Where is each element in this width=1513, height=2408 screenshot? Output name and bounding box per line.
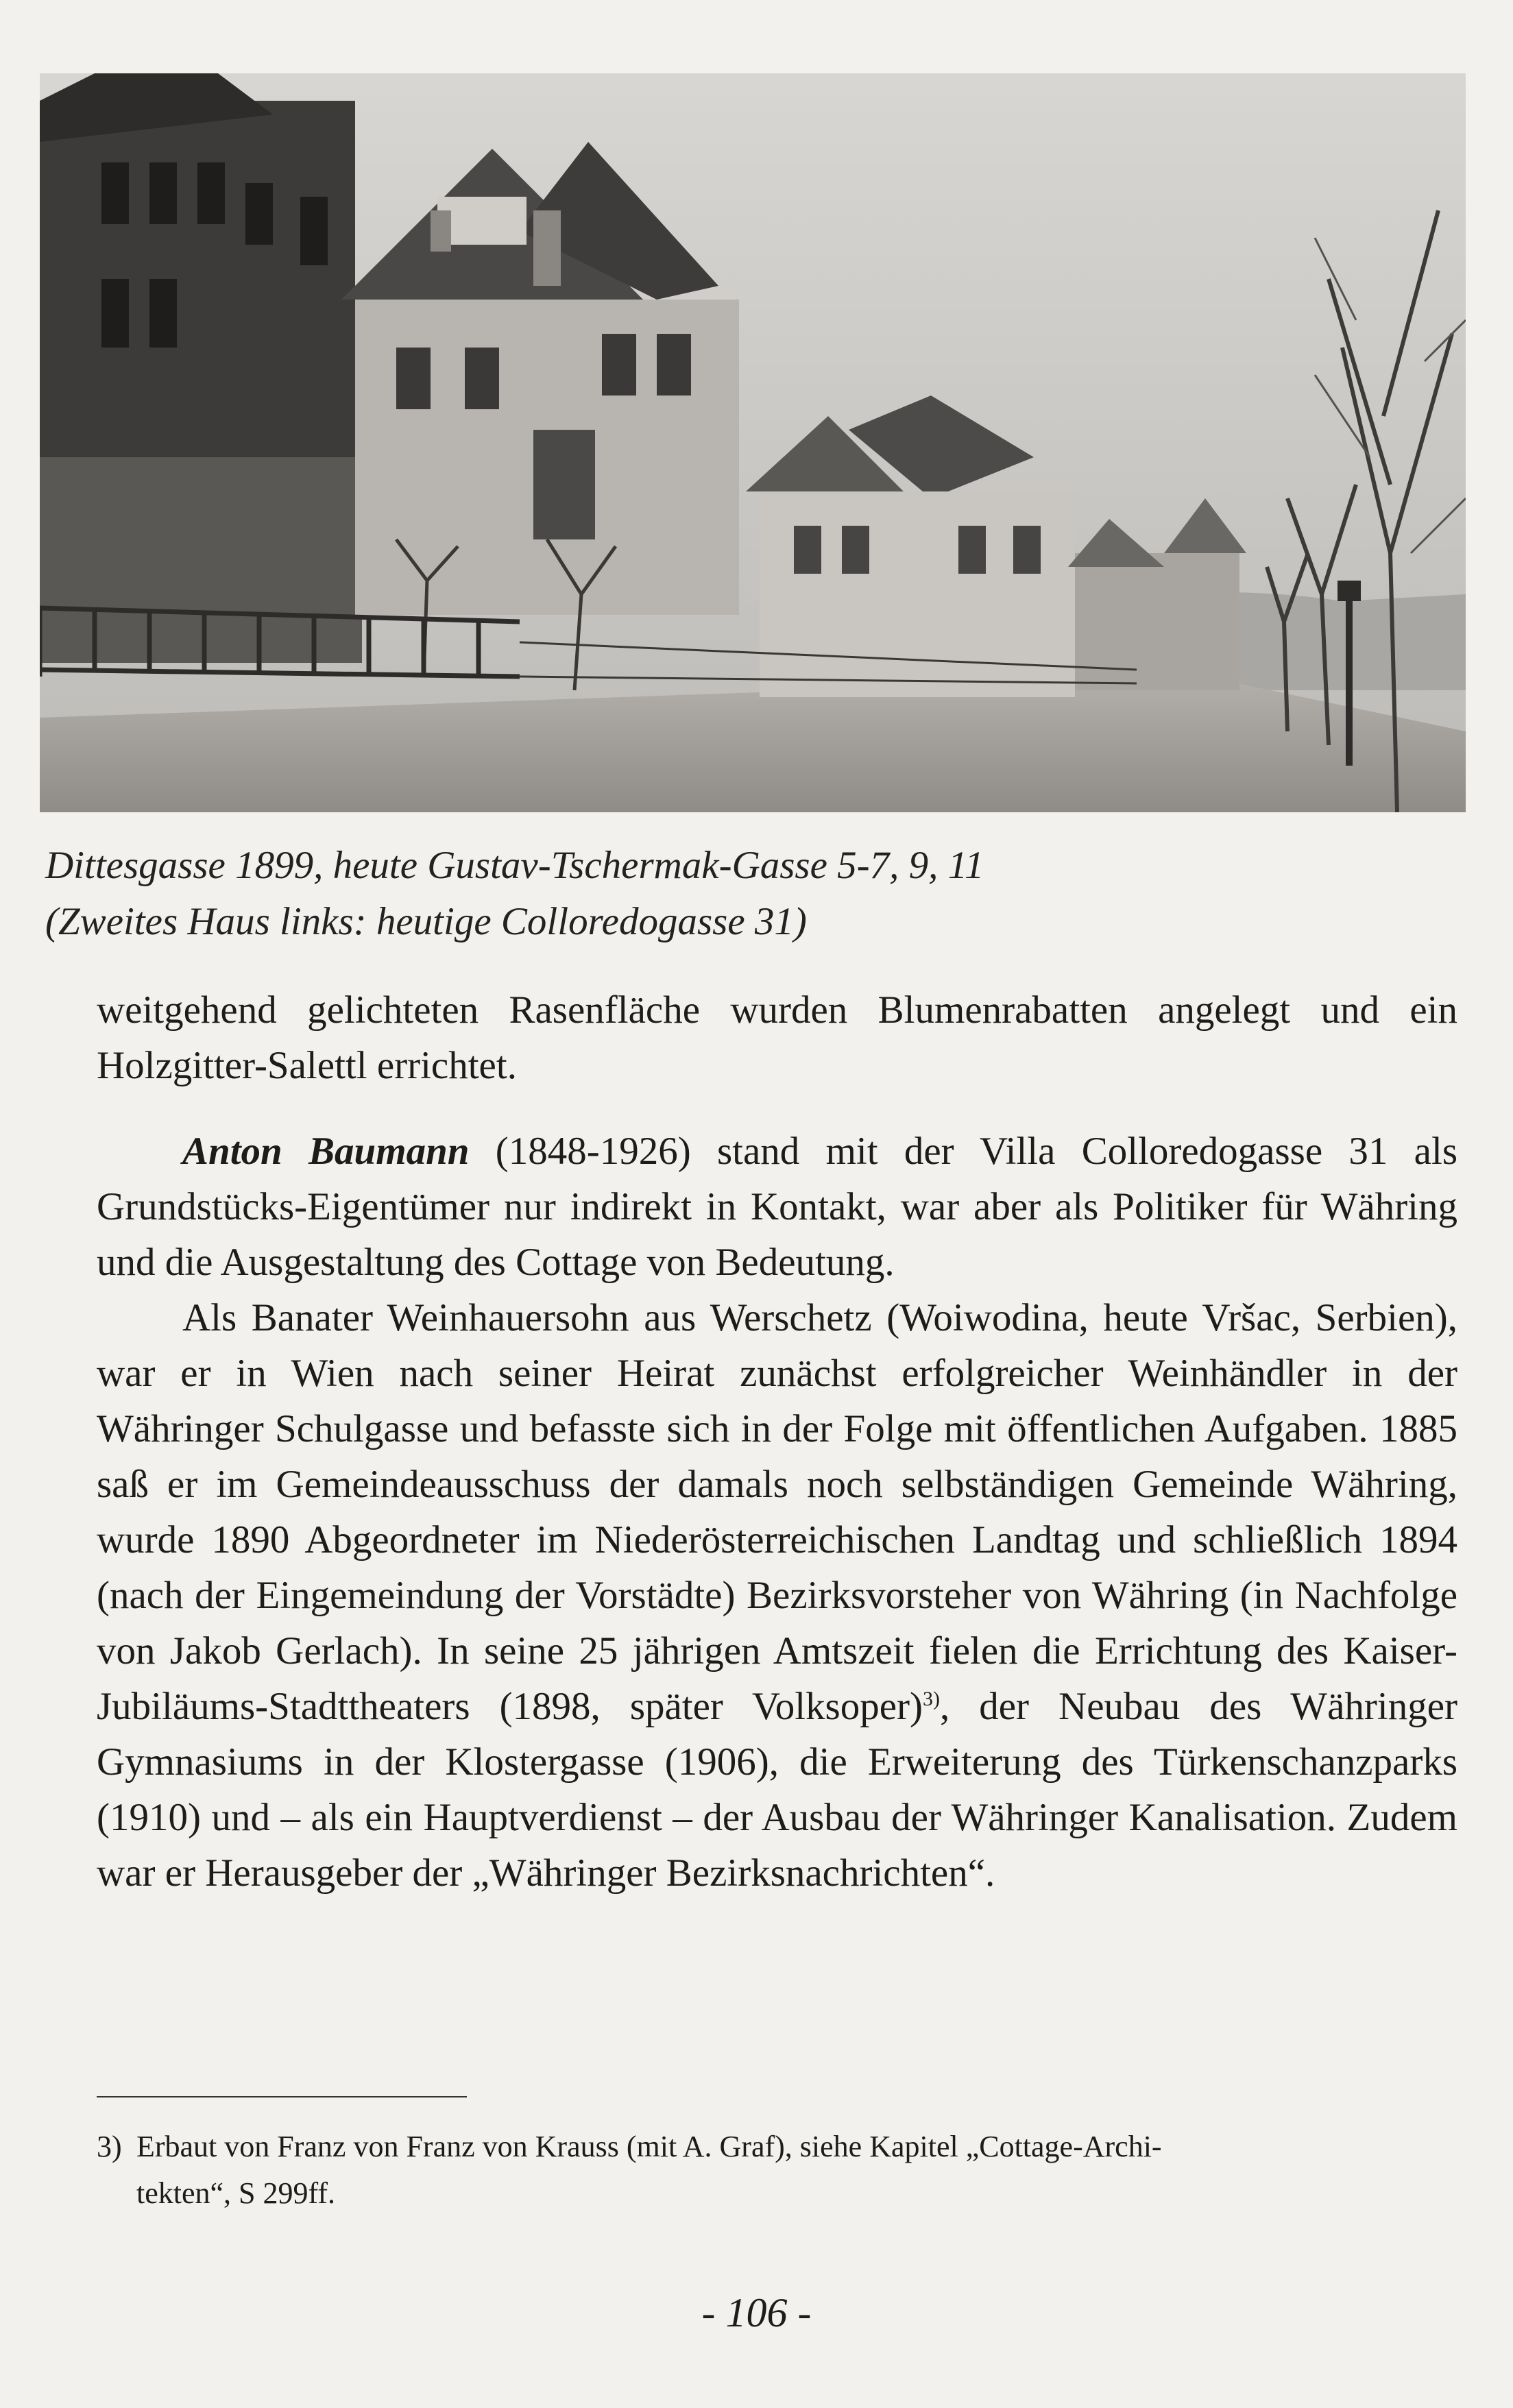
footnote-text-line-1: Erbaut von Franz von Franz von Krauss (mit A. Graf), siehe Kapitel „Cottage-Archi- <box>136 2130 1162 2163</box>
paragraph-2 <box>97 1123 1457 1290</box>
person-name: Anton Baumann <box>182 1130 470 1173</box>
footnote-divider <box>97 2096 467 2097</box>
page-number: - 106 - <box>701 2290 812 2335</box>
photo-caption <box>45 838 1457 950</box>
street-photo-drawing <box>40 73 1466 812</box>
paragraph-2-text: (1848-1926) stand mit der Villa Colloredogasse 31 als Grundstücks-Eigentümer nur indirekt in Kontakt, war aber als Politiker für Währing und die Ausgestaltung des Cottage von Bedeutung. <box>97 1130 1458 1284</box>
paragraph-1: weitgehend gelichteten Rasenfläche wurden Blumenrabatten angelegt und ein Holzgitter-Salettl errichtet. <box>97 988 1457 1087</box>
footnote <box>97 2124 1457 2217</box>
caption-line-1: Dittesgasse 1899, heute Gustav-Tschermak-Gasse 5-7, 9, 11 <box>45 844 984 887</box>
body-text <box>97 982 1457 1901</box>
paragraph-3-text-b: , der Neubau des Währinger Gymnasiums in der Klostergasse (1906), die Erweiterung des Türkenschanzparks (1910) und – als ein Hauptverdienst – der Ausbau der Währinger Kanalisation. Zudem war er Herausgeber der „Währinger Bezirksnachrichten“. <box>97 1685 1457 1895</box>
paragraph-3-text-a: Als Banater Weinhauersohn aus Werschetz (Woiwodina, heute Vršac, Serbien), war er in Wien nach seiner Heirat zunächst erfolgreicher Weinhändler in der Währinger Schulgasse und befasste sich in der Folge mit öffentlichen Aufgaben. 1885 saß er im Gemeindeausschuss der damals noch selbständigen Gemeinde Währing, wurde 1890 Abgeordneter im Niederösterreichischen Landtag und schließlich 1894 (nach der Eingemeindung der Vorstädte) Bezirksvorsteher von Währing (in Nachfolge von Jakob Gerlach). In seine 25 jährigen Amtszeit fielen die Errichtung des Kaiser-Jubiläums-Stadttheaters (1898, später Volksoper) <box>97 1296 1457 1728</box>
footnote-reference: 3) <box>923 1688 940 1710</box>
footnote-number: 3) <box>97 2130 122 2163</box>
historic-street-photo <box>40 73 1466 812</box>
caption-line-2: (Zweites Haus links: heutige Colloredogasse 31) <box>45 900 807 943</box>
footnote-text-line-2: tekten“, S 299ff. <box>136 2176 336 2210</box>
paragraph-3 <box>97 1290 1457 1901</box>
